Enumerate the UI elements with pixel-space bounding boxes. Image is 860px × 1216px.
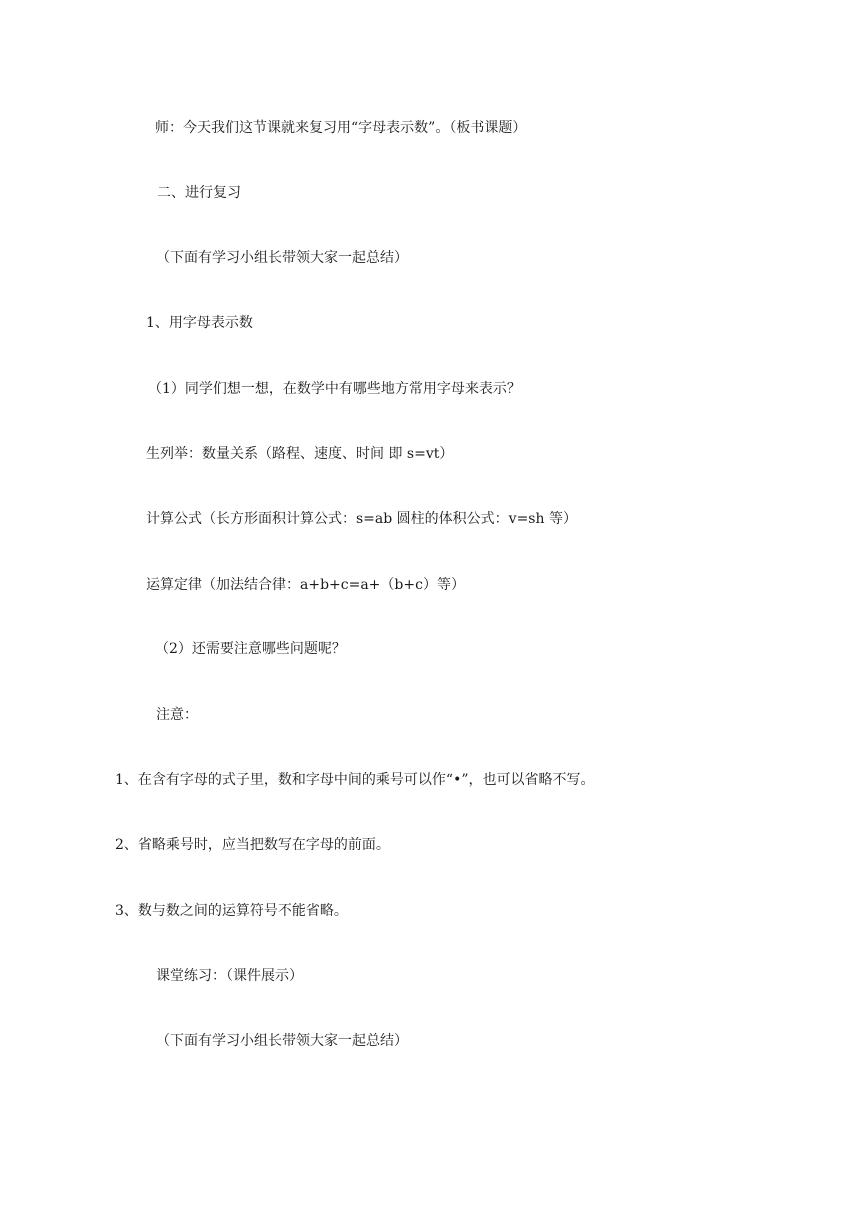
group-summary-note-2: （下面有学习小组长带领大家一起总结） (156, 1033, 408, 1049)
example-laws: 运算定律（加法结合律：a+b+c=a+（b+c）等） (146, 577, 465, 593)
section-heading-review: 二、进行复习 (157, 185, 241, 201)
subheading-letters: 1、用字母表示数 (146, 315, 253, 331)
student-example-relation: 生列举：数量关系（路程、速度、时间 即 s=vt） (146, 446, 454, 462)
group-summary-note: （下面有学习小组长带领大家一起总结） (156, 250, 408, 266)
note-item-1: 1、在含有字母的式子里，数和字母中间的乘号可以作“•”，也可以省略不写。 (115, 772, 595, 788)
note-item-2: 2、省略乘号时，应当把数写在字母的前面。 (115, 837, 390, 853)
classroom-practice-line: 课堂练习：（课件展示） (156, 968, 303, 984)
teacher-intro-line: 师：今天我们这节课就来复习用“字母表示数”。（板书课题） (155, 120, 527, 136)
note-heading: 注意： (156, 707, 198, 723)
question-1: （1）同学们想一想，在数学中有哪些地方常用字母来表示？ (148, 381, 521, 397)
question-2: （2）还需要注意哪些问题呢？ (155, 641, 346, 657)
example-formulas: 计算公式（长方形面积计算公式：s=ab 圆柱的体积公式：v=sh 等） (146, 511, 577, 527)
note-item-3: 3、数与数之间的运算符号不能省略。 (115, 903, 348, 919)
